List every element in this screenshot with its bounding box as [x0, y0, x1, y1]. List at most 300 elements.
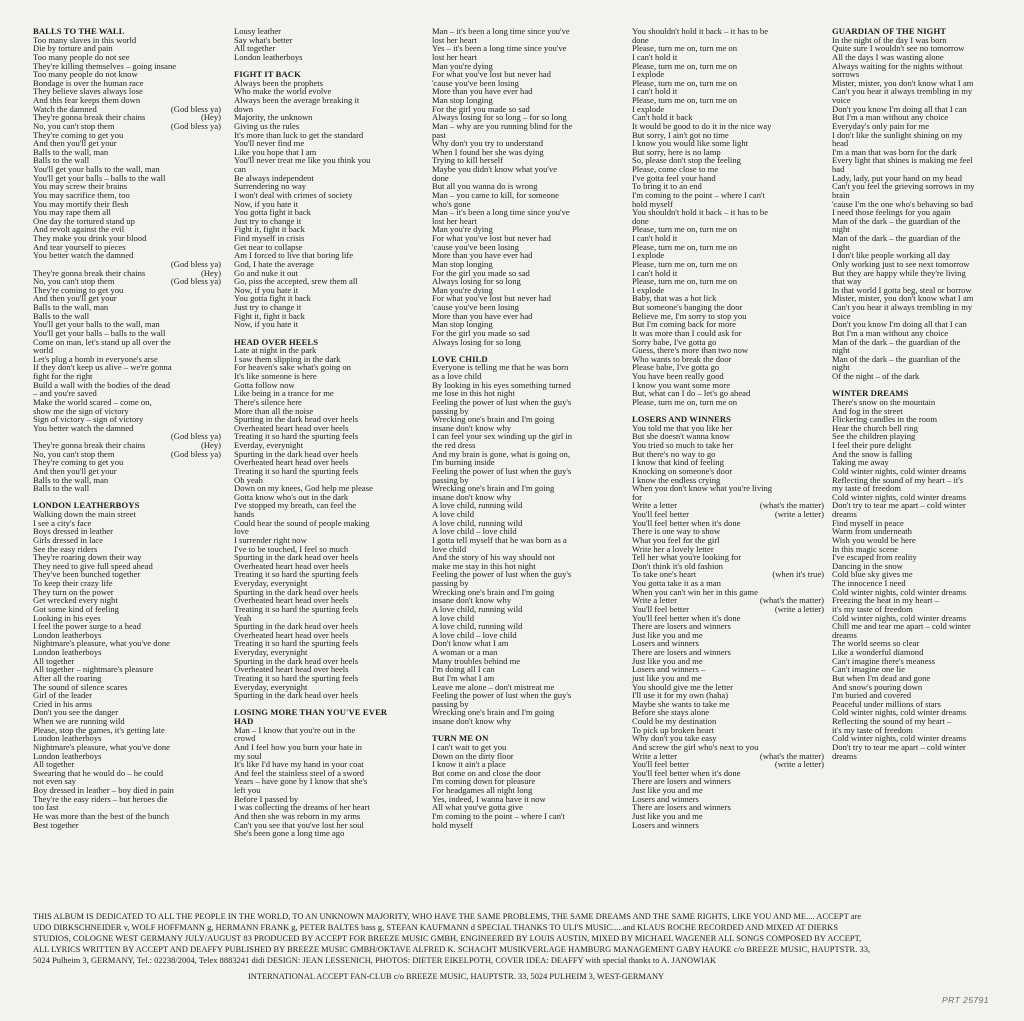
lyric-line: I'm a man that was born for the dark — [832, 146, 957, 157]
lyric-line: Nightmare's pleasure, what you've done — [33, 741, 170, 752]
lyric-line: You better watch the damned — [33, 250, 134, 261]
lyric-line: One day the tortured stand up — [33, 215, 135, 226]
lyric-text: They're gonna break their chains — [33, 267, 146, 278]
lyric-line: me lose in this hot night — [432, 388, 515, 399]
lyric-line: I saw them slipping in the dark — [234, 353, 341, 364]
lyric-line: Can't imagine there's meaness — [832, 655, 936, 666]
lyric-line: Go, piss the accepted, srew them all — [234, 276, 358, 287]
lyric-line: Man of the dark – the guardian of the — [832, 336, 961, 347]
lyric-aside: (God bless ya) — [170, 276, 221, 287]
lyric-line: insane don't know why — [432, 595, 512, 606]
lyric-text: They're gonna break their chains — [33, 440, 146, 450]
lyric-line: Knocking on someone's door — [632, 465, 733, 476]
lyric-text: No, you can't stop them — [33, 276, 115, 287]
lyric-line: Cold winter nights, cold winter dreams — [832, 491, 967, 502]
lyric-line: hold myself — [632, 198, 673, 209]
lyric-line: lost her heart — [432, 215, 477, 226]
lyric-line: They make you drink your blood — [33, 233, 147, 243]
lyric-line: Just like you and me — [632, 810, 703, 821]
lyric-line: When I found her she was dying — [432, 146, 544, 157]
lyric-line: Leave me alone – don't mistreat me — [432, 681, 555, 692]
lyric-line: Always losing for so long — [432, 336, 521, 347]
lyric-line: I've gotta feel your hand — [632, 172, 716, 183]
lyric-line: Cold winter nights, cold winter dreams — [832, 586, 967, 597]
lyric-line: insane don't know why — [432, 422, 512, 433]
lyric-line: You'll get your balls – balls to the wall — [33, 327, 166, 338]
lyric-line: 'cause you've been losing — [432, 302, 519, 312]
lyric-line: If they don't keep us alive – we're gonna — [33, 362, 172, 373]
catalog-number: PRT 25791 — [942, 995, 989, 1005]
lyric-line: Nightmare's pleasure, what you've done — [33, 638, 170, 649]
lyric-line: Treating it so hard the spurting feels — [234, 672, 359, 683]
lyric-line: But I'm a man without any choice — [832, 327, 949, 338]
lyric-line: Man – why are you running blind for the — [432, 120, 573, 131]
lyric-line: Don't you know I'm doing all that I can — [832, 103, 967, 114]
lyric-line: Just like you and me — [632, 655, 703, 666]
lyric-line: Why don't you try to understand — [432, 138, 544, 149]
lyric-line: Treating it so hard the spurting feels — [234, 603, 359, 614]
lyric-line: Man – you came to kill, for someone — [432, 189, 559, 200]
lyric-line: Maybe she wants to take me — [632, 698, 730, 709]
lyric-line: Everyday, everynight — [234, 681, 308, 692]
lyric-line: I can't hold it — [632, 51, 678, 62]
lyric-line: Feeling the power of lust when the guy's — [432, 396, 572, 407]
lyric-line: passing by — [432, 578, 469, 588]
lyric-line: I don't like the sunlight shining on my — [832, 129, 963, 140]
lyric-line: passing by — [432, 698, 469, 709]
lyric-line: And then you'll get your — [33, 293, 117, 304]
lyric-line: It was more than I could ask for — [632, 327, 742, 338]
lyric-aside: (God bless ya) — [170, 103, 221, 114]
lyric-line: But sorry, here is no lamp — [632, 146, 721, 157]
lyric-line: night — [832, 241, 850, 252]
lyric-line: Oh yeah — [234, 474, 263, 485]
lyric-line: Am I forced to live that boring life — [234, 250, 354, 261]
lyric-line: But there's no way to go — [632, 448, 716, 459]
lyric-text: Write a letter — [632, 500, 677, 511]
song-title: LONDON LEATHERBOYS — [33, 500, 140, 511]
lyric-line: Please, turn me on, turn me on — [632, 60, 738, 71]
lyric-aside: (write a letter) — [774, 759, 824, 770]
lyric-line: 'cause you've been losing — [432, 77, 519, 88]
lyric-line: For heaven's sake what's going on — [234, 362, 351, 373]
lyric-line: I won't deal with crimes of society — [234, 189, 353, 200]
lyric-aside: (write a letter) — [774, 603, 824, 614]
lyric-line: Find myself in peace — [832, 517, 904, 528]
lyric-aside: (what's the matter) — [759, 500, 824, 511]
song-title: HEAD OVER HEELS — [234, 336, 319, 347]
lyric-line: The world seems so clear — [832, 638, 920, 649]
lyric-aside: (Hey) — [200, 267, 221, 278]
lyric-aside: (Hey) — [200, 112, 221, 123]
lyric-line: All what you've gotta give — [432, 802, 523, 813]
lyric-line: Build a wall with the bodies of the dead — [33, 379, 170, 390]
lyric-line: love — [234, 526, 249, 537]
lyric-line: You may rape them all — [33, 207, 111, 218]
lyric-line: Cold winter nights, cold winter dreams — [832, 733, 967, 744]
album-credits — [33, 912, 999, 967]
lyric-line: All together — [234, 43, 276, 54]
lyric-line: Everyone is telling me that he was born — [432, 362, 569, 373]
credits-line: 5024 Pulheim 3, GERMANY, Tel.: 02238/2004, Telex 8883241 didi DESIGN: JEAN LESSENICH, PHOTOS: DIETER EIKELPOTH, COVER IDEA: DEAFFY with special thanks to A. JANOWIAK — [33, 955, 717, 965]
lyric-line: Of the night – of the dark — [832, 371, 920, 381]
lyric-line: It's like I'd have my hand in your coat — [234, 759, 364, 770]
lyric-line: night — [832, 362, 850, 373]
lyric-line: You'll feel better when it's done — [632, 612, 741, 623]
lyric-line: All together — [33, 655, 75, 666]
lyric-line: crowd — [234, 733, 256, 744]
lyric-line: To keep their crazy life — [33, 578, 113, 588]
lyric-line: Hear the church bell ring — [832, 422, 918, 433]
lyric-line: it's my taste of freedom — [832, 603, 913, 614]
lyric-line: But when I'm dead and gone — [832, 672, 931, 683]
lyric-line: I can feel your sex winding up the girl in — [432, 431, 573, 442]
lyric-line: Please, turn me on, turn me on — [632, 396, 738, 407]
lyric-line: You should give me the letter — [632, 681, 734, 692]
lyrics-column-1 — [33, 27, 221, 829]
lyric-line: I've escaped from reality — [832, 552, 917, 563]
lyric-line: Balls to the wall — [33, 310, 90, 321]
lyric-line: 'cause I'm the one who's behaving so bad — [832, 198, 973, 209]
lyric-line: Balls to the wall — [33, 155, 90, 166]
lyric-aside: (God bless ya) — [170, 120, 221, 131]
lyric-line: Spurting in the dark head over heels — [234, 621, 359, 632]
lyric-line: See the easy riders — [33, 543, 98, 554]
lyric-line: Spurting in the dark head over heels — [234, 655, 359, 666]
lyric-line: Treating it so hard the spurting feels — [234, 638, 359, 649]
lyric-line: Majority, the unknown — [234, 112, 313, 123]
lyric-line: All together — [33, 759, 75, 770]
lyric-line: Always waiting for the nights without — [832, 60, 963, 71]
lyric-line: Come on man, let's stand up all over the — [33, 336, 171, 347]
song-title: GUARDIAN OF THE NIGHT — [832, 26, 947, 36]
song-title: FIGHT IT BACK — [234, 69, 301, 80]
lyric-line: Man stop longing — [432, 319, 493, 330]
song-title: LOSING MORE THAN YOU'VE EVER — [234, 707, 388, 718]
credits-line: STUDIOS, COLOGNE WEST GERMANY JULY/AUGUST 83 PRODUCED BY ACCEPT FOR BREEZE MUSIC GMBH, ENGINEERED BY LOUIS AUSTIN, MIXED BY MICHAEL WAGENER ALL SONGS COMPOSED BY ACCEPT, — [33, 933, 862, 943]
lyric-line: I was collecting the dreams of her heart — [234, 802, 370, 813]
lyric-line: Lousy leather — [234, 26, 282, 36]
lyric-line: Got some kind of feeling — [33, 603, 119, 614]
lyric-line: Wish you would be here — [832, 534, 916, 545]
lyric-line: Man stop longing — [432, 258, 493, 269]
lyric-line: Overheated heart head over heels — [234, 422, 349, 433]
lyric-line: Balls to the wall, man — [33, 474, 109, 485]
lyric-line: But I'm a man without any choice — [832, 112, 949, 123]
song-title: LOVE CHILD — [432, 353, 488, 364]
lyric-line: Can't imagine one lie — [832, 664, 905, 675]
lyric-line: Overheated heart head over heels — [234, 457, 349, 468]
lyric-line: To pick up broken heart — [632, 724, 714, 735]
lyrics-column-2 — [234, 27, 424, 838]
lyric-line: When we are running wild — [33, 716, 125, 726]
lyric-line: What you feel for the girl — [632, 534, 720, 545]
lyric-line: Girls dressed in lace — [33, 534, 103, 545]
lyric-line: You better watch the damned — [33, 422, 134, 433]
lyric-line: Please babe, I've gotta go — [632, 362, 720, 373]
lyric-line: For headgames all night long — [432, 785, 533, 795]
lyric-text: Write a letter — [632, 750, 677, 761]
lyric-line: brain — [832, 189, 850, 200]
lyric-line: Balls to the wall, man — [33, 146, 109, 157]
lyric-line: I'm coming down for pleasure — [432, 776, 536, 787]
lyric-line: Can't you see that you've lost her soul — [234, 819, 364, 830]
lyric-line: Losers and winners — [632, 638, 699, 649]
lyric-line: You'll never treat me like you think you — [234, 155, 371, 166]
lyric-line: as a love child — [432, 371, 482, 381]
lyric-line: But, what can I do – let's go ahead — [632, 388, 751, 399]
lyric-aside: (Hey) — [200, 440, 221, 450]
lyric-line: They're roaring down their way — [33, 552, 142, 563]
lyric-line: To bring it to an end — [632, 181, 702, 192]
lyric-line: Why don't you take easy — [632, 733, 717, 744]
lyric-line: Man – I know that you're out in the — [234, 724, 356, 735]
lyric-line: it's my taste of freedom — [832, 724, 913, 735]
lyric-line: Don't try to tear me apart – cold winter — [832, 741, 966, 752]
lyric-line: But I'm coming back for more — [632, 319, 736, 330]
lyric-line: You gotta fight it back — [234, 293, 311, 304]
lyric-line: – and you're saved — [33, 388, 97, 399]
lyric-line: Man you're dying — [432, 224, 493, 235]
lyric-line: You'll never find me — [234, 138, 305, 149]
lyric-line: done — [432, 172, 449, 183]
lyric-line: A love child – love child — [432, 629, 517, 640]
lyric-line: More than you have ever had — [432, 250, 533, 261]
lyric-line: Spurting in the dark head over heels — [234, 552, 359, 563]
lyric-line: Can't you feel the grieving sorrows in my — [832, 181, 975, 192]
lyric-line: Please, stop the games, it's getting late — [33, 724, 165, 735]
lyrics-column-4 — [632, 27, 824, 829]
lyric-line: And then she was reborn in my arms — [234, 810, 361, 821]
lyric-line: I'm burning inside — [432, 457, 495, 468]
lyric-line: It's like someone is here — [234, 371, 317, 381]
lyric-line: It would be good to do it in the nice way — [632, 120, 772, 131]
lyric-line: I explode — [632, 69, 665, 80]
lyric-line: You shouldn't hold it back – it has to be — [632, 26, 769, 36]
lyric-aside: (God bless ya) — [170, 258, 221, 269]
lyric-line: I know the endless crying — [632, 474, 721, 485]
lyric-line: For what you've lost but never had — [432, 69, 551, 80]
lyric-line: Looking in his eyes — [33, 612, 101, 623]
lyric-line: Only working just to see next tomorrow — [832, 258, 970, 269]
lyric-line: Please, turn me on, turn me on — [632, 241, 738, 252]
song-title: HAD — [234, 716, 254, 726]
lyric-line: And revolt against the evil — [33, 224, 125, 235]
lyric-line: A love child — [432, 612, 475, 623]
lyric-aside: (write a letter) — [774, 509, 824, 519]
lyric-line: Spurting in the dark head over heels — [234, 586, 359, 597]
lyric-line: Flickering candles in the room — [832, 414, 938, 425]
lyric-line: Go and nuke it out — [234, 267, 298, 278]
lyric-line: In this magic scene — [832, 543, 899, 554]
lyric-line: You have been really good — [632, 371, 724, 381]
lyric-line: There are losers and winners — [632, 776, 731, 787]
lyric-line: who's gone — [432, 198, 471, 209]
lyric-line: Yes, indeed, I wanna have it now — [432, 793, 546, 804]
lyric-line: hands — [234, 509, 255, 519]
lyric-line: Spurting in the dark head over heels — [234, 414, 359, 425]
lyric-line: There's silence here — [234, 396, 302, 407]
lyric-line: I know that kind of feeling — [632, 457, 724, 468]
lyric-line: Say what's better — [234, 34, 293, 45]
lyric-line: But someone's banging the door — [632, 302, 743, 312]
lyric-line: Before she stays alone — [632, 707, 710, 718]
lyric-line: dreams — [832, 629, 857, 640]
lyric-line: Maybe you didn't know what you've — [432, 164, 558, 174]
lyric-line: Always losing for so long – for so long — [432, 112, 567, 123]
lyric-line: Could hear the sound of people making — [234, 517, 370, 528]
lyric-line: Don't try to tear me apart – cold winter — [832, 500, 966, 511]
lyric-line: my taste of freedom — [832, 483, 901, 494]
lyric-line: passing by — [432, 474, 469, 485]
lyric-line: Wrecking one's brain and I'm going — [432, 483, 555, 494]
lyric-line: They're coming to get you — [33, 129, 124, 140]
lyric-line: that way — [832, 276, 862, 287]
lyric-line: But she doesn't wanna know — [632, 431, 730, 442]
lyric-line: More than you have ever had — [432, 310, 533, 321]
lyric-line: Peaceful under millions of stars — [832, 698, 941, 709]
lyric-line: I'm coming to the point – where I can't — [632, 189, 765, 200]
lyric-line: Feeling the power of lust when the guy's — [432, 465, 572, 476]
lyric-line: Gotta know who's out in the dark — [234, 491, 349, 502]
lyric-line: Wrecking one's brain and I'm going — [432, 414, 555, 425]
lyric-line: Get near to collapse — [234, 241, 303, 252]
lyric-line: Could be my destination — [632, 716, 717, 726]
lyric-line: insane don't know why — [432, 716, 512, 726]
lyric-aside: (what's the matter) — [759, 595, 824, 606]
lyric-line: Overheated heart head over heels — [234, 595, 349, 606]
lyric-line: Sign of victory – sign of victory — [33, 414, 144, 425]
lyric-line: Bondage is over the human race — [33, 77, 144, 88]
lyric-text: Watch the damned — [33, 103, 97, 114]
lyric-line: And the story of his way should not — [432, 552, 555, 563]
lyric-line: They're the easy riders – but heroes die — [33, 793, 168, 804]
lyric-line: Giving us the rules — [234, 120, 300, 131]
lyric-line: Too many slaves in this world — [33, 34, 137, 45]
lyric-line: London leatherboys — [33, 647, 102, 657]
lyric-line: Reflecting the sound of my heart – — [832, 716, 952, 726]
lyric-line: Yes – it's been a long time since you've — [432, 43, 567, 54]
lyric-line: Too many people do not see — [33, 51, 130, 62]
lyric-line: Freezing the heat in my heart – — [832, 595, 939, 606]
lyric-line: Every light that shines is making me feel — [832, 155, 973, 166]
lyric-line: And fog in the street — [832, 405, 903, 416]
lyric-line: Please, turn me on, turn me on — [632, 95, 738, 105]
lyric-line: I've stopped my breath, can feel the — [234, 500, 357, 511]
lyric-line: love child — [432, 543, 467, 554]
lyric-line: Now, if you hate it — [234, 319, 299, 330]
lyric-line: Man you're dying — [432, 284, 493, 295]
lyric-text: You'll feel better — [632, 759, 690, 770]
lyric-line: night — [832, 345, 850, 356]
lyric-line: It's more than luck to get the standard — [234, 129, 364, 140]
lyric-line: Like being in a trance for me — [234, 388, 334, 399]
credits-line: THIS ALBUM IS DEDICATED TO ALL THE PEOPLE IN THE WORLD, TO AN UNKNOWN MAJORITY, WHO HAVE THE SAME PROBLEMS, THE SAME DREAMS AND THE SAME RIGHTS, LIKE YOU AND ME.... ACCEPT are — [33, 912, 862, 921]
lyric-line: You'll get your balls to the wall, man — [33, 164, 160, 174]
lyric-line: They're coming to get you — [33, 284, 124, 295]
lyric-line: I can't hold it — [632, 233, 678, 243]
lyric-line: Please, come close to me — [632, 164, 719, 174]
lyric-line: lost her heart — [432, 51, 477, 62]
lyric-line: I know it ain't a place — [432, 759, 506, 770]
lyric-line: Treating it so hard the spurting feels — [234, 569, 359, 580]
lyric-line: Always been the prophets — [234, 77, 324, 88]
lyric-line: A love child, running wild — [432, 500, 523, 511]
lyric-line: Overheated heart head over heels — [234, 664, 349, 675]
lyric-line: There are losers and winners — [632, 802, 731, 813]
lyric-line: London leatherboys — [33, 750, 102, 761]
lyric-line: You may screw their brains — [33, 181, 128, 192]
lyric-line: When you don't know what you're living — [632, 483, 773, 494]
lyric-line: They're coming to get you — [33, 457, 124, 468]
lyric-line: Please, turn me on, turn me on — [632, 224, 738, 235]
lyric-line: Don't think it's old fashion — [632, 560, 723, 571]
lyric-line: But come on and close the door — [432, 767, 541, 778]
lyric-line: I know you would like some light — [632, 138, 749, 149]
lyric-line: Who make the world evolve — [234, 86, 332, 97]
lyric-line: Man of the dark – the guardian of the — [832, 233, 961, 243]
lyric-line: Late at night in the park — [234, 345, 317, 356]
lyric-line: Warm from underneath — [832, 526, 912, 537]
credits-line: ALL LYRICS WRITTEN BY ACCEPT AND DEAFFY PUBLISHED BY BREEZE MUSIC GMBH/OKTAVE ALFRED K. SCHACHT MUSIKVERLAGE HAMBURG MANAGEMENT GABY HAUKE c/o BREEZE MUSIC, HAUPTSTR. 33, — [33, 944, 871, 954]
lyric-line: For what you've lost but never had — [432, 233, 551, 243]
lyric-line: past — [432, 129, 446, 140]
lyric-line: They're killing themselves – going insane — [33, 60, 177, 71]
song-title: WINTER DREAMS — [832, 388, 909, 399]
lyric-text: You'll feel better — [632, 509, 690, 519]
lyrics-column-5 — [832, 27, 1024, 760]
lyric-line: Can't you hear it always trembling in my — [832, 302, 973, 312]
lyric-line: Overheated heart head over heels — [234, 629, 349, 640]
lyric-line: Cold winter nights, cold winter dreams — [832, 465, 967, 476]
lyric-line: Cried in his arms — [33, 698, 92, 709]
lyric-line: Now, if you hate it — [234, 284, 299, 295]
lyric-line: Like you hope that I am — [234, 146, 317, 157]
lyric-line: And tear yourself to pieces — [33, 241, 126, 252]
lyric-line: For what you've lost but never had — [432, 293, 551, 304]
lyric-line: Fight it, fight it back — [234, 224, 305, 235]
lyric-line: The sound of silence scares — [33, 681, 128, 692]
lyric-text: You'll feel better — [632, 603, 690, 614]
lyric-line: bad — [832, 164, 845, 174]
lyric-line: I can't hold it — [632, 267, 678, 278]
lyric-line: And screw the girl who's next to you — [632, 741, 759, 752]
lyric-line: And feel the stainless steel of a sword — [234, 767, 365, 778]
lyric-line: But they are happy while they're living — [832, 267, 966, 278]
lyric-line: Wrecking one's brain and I'm going — [432, 586, 555, 597]
lyric-line: And the snow is falling — [832, 448, 913, 459]
lyric-line: Gotta follow now — [234, 379, 295, 390]
lyric-line: Man of the dark – the guardian of the — [832, 215, 961, 226]
lyric-line: Reflecting the sound of my heart – it's — [832, 474, 964, 485]
lyric-line: show me the sign of victory — [33, 405, 129, 416]
lyric-line: Write her a lovely letter — [632, 543, 714, 554]
lyric-line: Man of the dark – the guardian of the — [832, 353, 961, 364]
lyric-line: See the children playing — [832, 431, 916, 442]
lyric-line: Treating it so hard the spurting feels — [234, 465, 359, 476]
lyric-line: Taking me away — [832, 457, 889, 468]
lyric-line: Man stop longing — [432, 95, 493, 105]
lyric-line: Wrecking one's brain and I'm going — [432, 707, 555, 718]
lyric-line: Walking down the main street — [33, 509, 136, 519]
lyric-line: Down on the dirty floor — [432, 750, 514, 761]
lyric-text: Write a letter — [632, 595, 677, 606]
lyric-line: Now, if you hate it — [234, 198, 299, 209]
lyric-line: Feeling the power of lust when the guy's — [432, 690, 572, 701]
lyric-line: You shouldn't hold it back – it has to be — [632, 207, 769, 218]
lyric-line: You tried so much to take her — [632, 440, 734, 450]
lyric-line: voice — [832, 310, 851, 321]
